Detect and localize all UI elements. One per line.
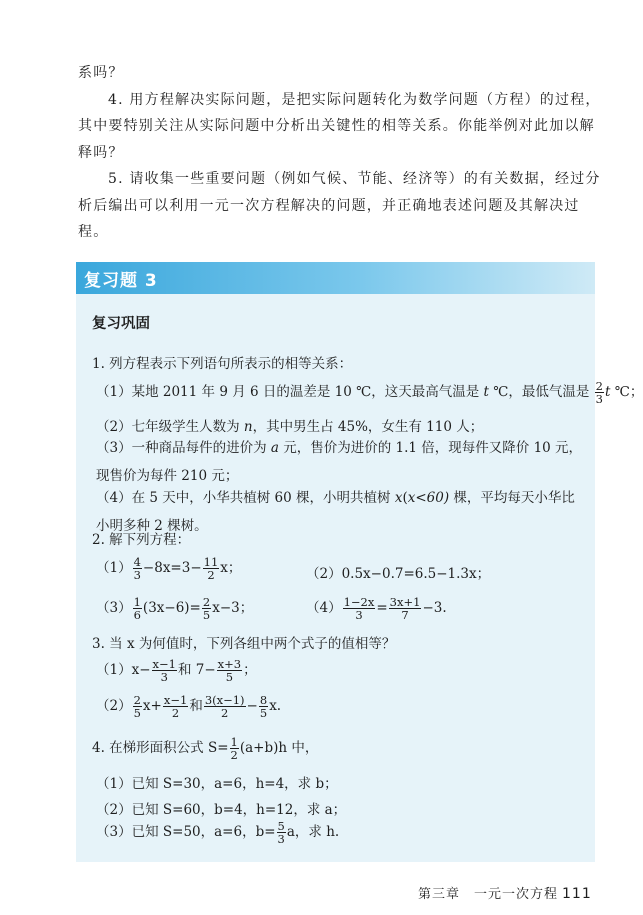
q1-part-4: （4）在 5 天中，小华共植树 60 棵，小明共植树 x(x<60) 棵，平均每天小华比小明多种 2 棵树。 [96,490,575,534]
intro-line: 系吗？ [78,65,124,81]
q1-part-3: （3）一种商品每件的进价为 a 元，售价为进价的 1.1 倍，现每件又降价 10 元，现售价为每件 210 元； [96,440,583,484]
review-title: 复习题 3 [84,271,158,291]
fraction: $\frac{3x+1}{7}$ [389,595,421,622]
section-heading: 复习巩固 [92,316,150,332]
q2-part-3: （3） $\frac{1}{6}$ (3x−6)= $\frac{2}{5}$ x−3； [96,595,254,622]
fraction: $\frac{2}{5}$ [133,693,141,720]
q2-part-4: （4） $\frac{1-2x}{3}$ = $\frac{3x+1}{7}$ −3. [306,595,447,622]
fraction: $\frac{4}{3}$ [133,555,141,582]
q1-stem: 1. 列方程表示下列语句所表示的相等关系： [92,356,353,372]
fraction: $\frac{3(x-1)}{2}$ [204,693,245,720]
q4-part-2: （2）已知 S=60，b=4，h=12，求 a； [96,802,347,818]
q4-stem: 4. 在梯形面积公式 S= $\frac{1}{2}$ (a+b)h 中， [92,735,319,762]
fraction: $\frac{2}{3}$ [595,379,603,406]
q3-stem: 3. 当 x 为何值时，下列各组中两个式子的值相等？ [92,636,396,652]
q4-part-1: （1）已知 S=30，a=6，h=4，求 b； [96,776,338,792]
q3-part-1: （1）x− $\frac{x-1}{3}$ 和 7− $\frac{x+3}{5}$ ； [96,657,257,684]
q1-part-2: （2）七年级学生人数为 n，其中男生占 45%，女生有 110 人； [96,419,484,435]
fraction: $\frac{11}{2}$ [203,555,219,582]
intro-text [78,60,603,246]
q1-part-1: （1）某地 2011 年 9 月 6 日的温差是 10 ℃，这天最高气温是 t ℃，最低气温是 $\frac{2}{3}$ t ℃； [96,379,643,406]
q3-part-2: （2） $\frac{2}{5}$ x+ $\frac{x-1}{2}$ 和 $\frac{3(x-1)}{2}$ − $\frac{8}{5}$ x. [96,693,282,720]
fraction: $\frac{2}{5}$ [202,595,211,622]
fraction: $\frac{5}{3}$ [277,819,285,846]
fraction: $\frac{x-1}{2}$ [163,693,188,720]
page-number: 111 [562,886,592,902]
q4-part-3: （3）已知 S=50，a=6，b= $\frac{5}{3}$ a，求 h. [96,819,340,846]
fraction: $\frac{1}{6}$ [133,595,141,622]
q2-part-1: （1） $\frac{4}{3}$ −8x=3− $\frac{11}{2}$ x； [96,555,242,582]
review-box [76,262,643,862]
intro-item-4: 4. 用方程解决实际问题，是把实际问题转化为数学问题（方程）的过程，其中要特别关注从实际问题中分析出关键性的相等关系。你能举例对此加以解释吗？ [78,91,601,161]
fraction: $\frac{8}{5}$ [259,693,268,720]
fraction: $\frac{x-1}{3}$ [152,657,176,684]
chapter-label: 第三章 一元一次方程 [418,887,559,902]
intro-item-5: 5. 请收集一些重要问题（例如气候、节能、经济等）的有关数据，经过分析后编出可以利用一元一次方程解决的问题，并正确地表述问题及其解决过程。 [78,171,601,240]
review-box-header [76,262,595,294]
page-footer [418,883,592,902]
fraction: $\frac{x+3}{5}$ [217,657,242,684]
fraction: $\frac{1-2x}{3}$ [343,595,375,622]
q2-stem: 2. 解下列方程： [92,532,191,548]
fraction: $\frac{1}{2}$ [230,735,238,762]
q2-part-2: （2）0.5x−0.7=6.5−1.3x； [306,566,491,582]
